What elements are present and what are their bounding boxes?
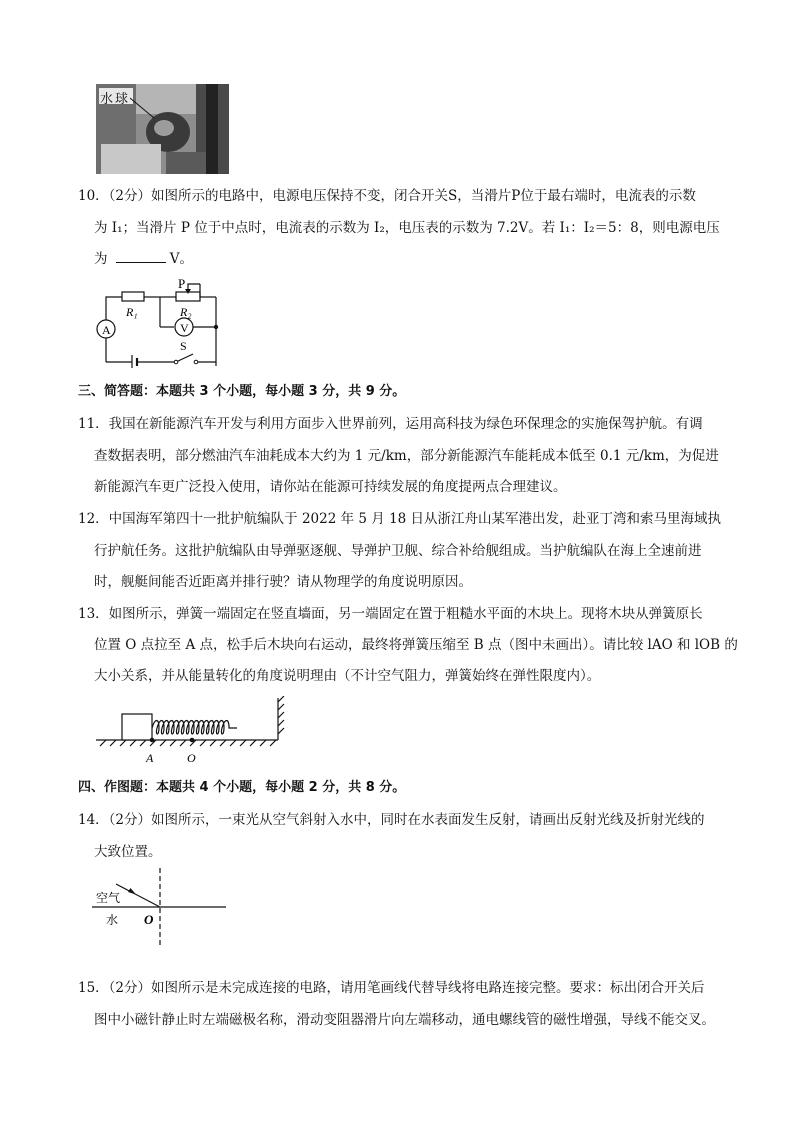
q10-line1: 10．（2分）如图所示的电路中，电源电压保持不变，闭合开关S，当滑片P位于最右端时，电流表的示数	[78, 188, 696, 204]
q15-line1: 15．（2分）如图所示是未完成连接的电路，请用笔画线代替导线将电路连接完整。要求：标出闭合开关后	[78, 980, 705, 996]
q10-label-r1: R₁	[126, 305, 138, 319]
q11-line3: 新能源汽车更广泛投入使用，请你站在能源可持续发展的角度提两点合理建议。	[94, 479, 567, 495]
q10-label-voltmeter: V	[180, 321, 189, 335]
q10-line3	[94, 248, 193, 269]
q10-answer-blank[interactable]	[116, 248, 166, 263]
q10-label-switch: S	[180, 339, 187, 353]
q10-label-ammeter: A	[102, 323, 111, 337]
q13-label-a: A	[146, 751, 154, 765]
q13-line1: 13．如图所示，弹簧一端固定在竖直墙面，另一端固定在置于粗糙水平面的木块上。现将木块从弹簧原长	[78, 606, 703, 622]
q14-label-air: 空气	[96, 891, 121, 905]
q10-circuit-diagram	[92, 276, 232, 368]
q14-line1: 14．（2分）如图所示，一束光从空气斜射入水中，同时在水表面发生反射，请画出反射光线及折射光线的	[78, 812, 705, 828]
q12-line3: 时，舰艇间能否近距离并排行驶？请从物理学的角度说明原因。	[94, 574, 472, 590]
q14-label-water: 水	[106, 913, 119, 927]
q10-label-p: P	[178, 276, 186, 291]
q10-line3-prefix: 为	[94, 251, 108, 267]
section4-title: 四、作图题：本题共 4 个小题，每小题 2 分，共 8 分。	[78, 780, 406, 795]
q10-line2: 为 I₁；当滑片 P 位于中点时，电流表的示数为 I₂，电压表的示数为 7.2V。若 I₁：I₂＝5：8，则电源电压	[94, 220, 720, 236]
q13-line3: 大小关系，并从能量转化的角度说明理由（不计空气阻力，弹簧始终在弹性限度内）。	[94, 668, 601, 684]
q11-line2: 查数据表明，部分燃油汽车油耗成本大约为 1 元/km，部分新能源汽车能耗成本低至 0.1 元/km，为促进	[94, 448, 719, 464]
q13-line2: 位置 O 点拉至 A 点，松手后木块向右运动，最终将弹簧压缩至 B 点（图中未画出）。请比较 lAO 和 lOB 的	[94, 637, 738, 653]
q11-line1: 11．我国在新能源汽车开发与利用方面步入世界前列，运用高科技为绿色环保理念的实施保驾护航。有调	[78, 416, 703, 432]
water-ball-label: 水球	[100, 92, 131, 107]
section3-title: 三、简答题：本题共 3 个小题，每小题 3 分，共 9 分。	[78, 384, 406, 399]
q14-light-diagram	[92, 866, 232, 948]
q10-line3-suffix: V。	[169, 251, 194, 267]
q13-spring-diagram	[96, 696, 286, 768]
water-ball-photo	[96, 84, 229, 174]
q12-line1: 12．中国海军第四十一批护航编队于 2022 年 5 月 18 日从浙江舟山某军港出发，赴亚丁湾和索马里海域执	[78, 511, 722, 527]
q10-label-r2: R₂	[180, 305, 192, 319]
q14-label-o: O	[144, 912, 154, 927]
q15-line2: 图中小磁针静止时左端磁极名称，滑动变阻器滑片向左端移动，通电螺线管的磁性增强，导线不能交叉。	[94, 1012, 715, 1028]
q14-line2: 大致位置。	[94, 844, 162, 860]
q12-line2: 行护航任务。这批护航编队由导弹驱逐舰、导弹护卫舰、综合补给舰组成。当护航编队在海上全速前进	[94, 543, 702, 559]
q13-label-o: O	[187, 751, 196, 765]
